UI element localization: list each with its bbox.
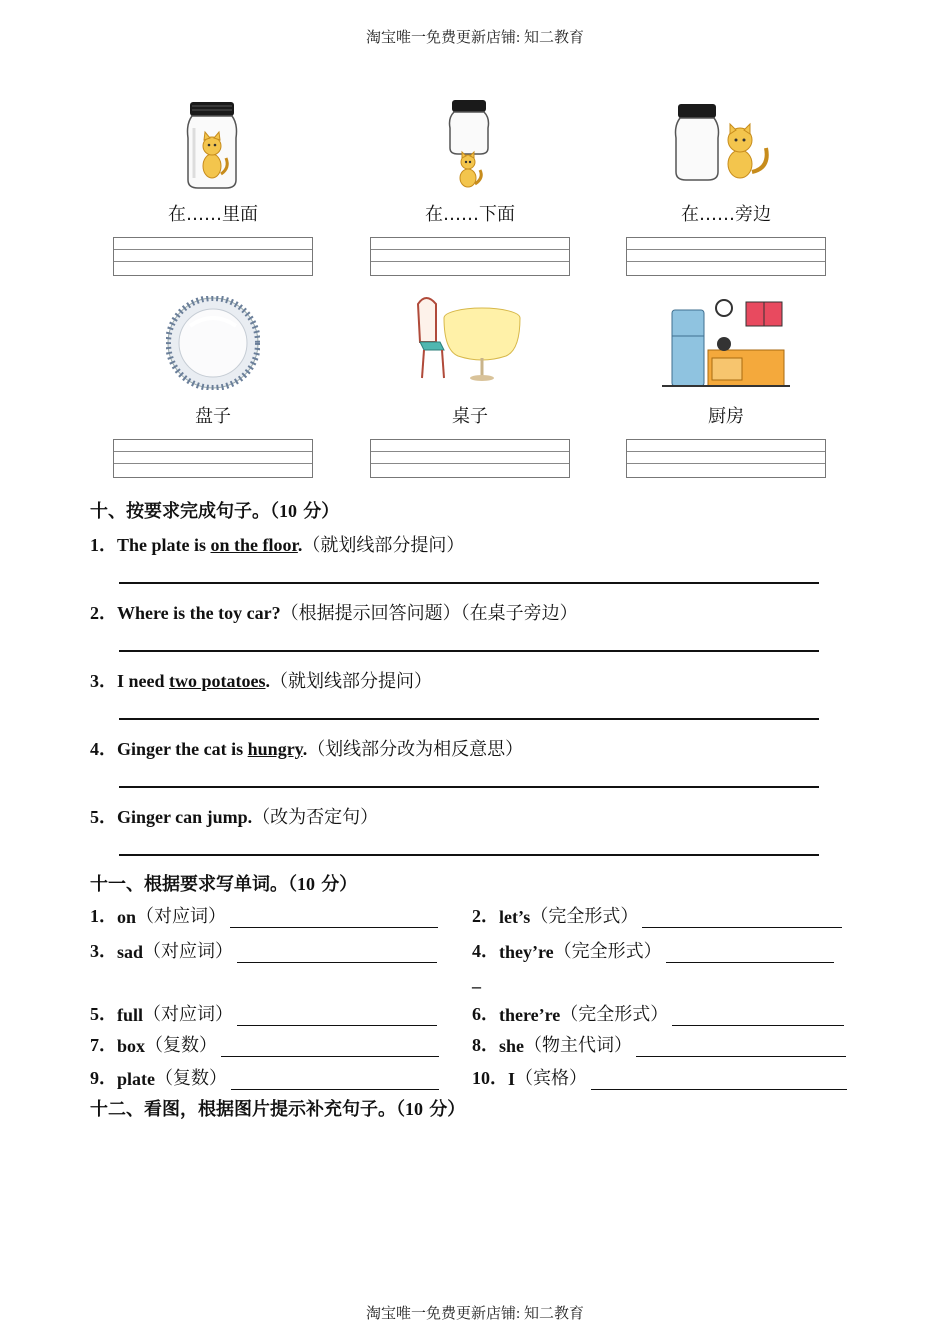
word-blank-1[interactable] [230, 913, 438, 928]
word-blank-7[interactable] [221, 1042, 439, 1057]
question-10-1: 1．The plate is on the floor.（就划线部分提问） [90, 535, 465, 556]
writing-box-4[interactable] [113, 439, 313, 478]
kitchen-icon [658, 296, 794, 388]
caption-under: 在……下面 [425, 204, 515, 225]
caption-inside: 在……里面 [168, 204, 258, 225]
word-item-7: 7． box （复数） [90, 1031, 439, 1057]
caption-plate: 盘子 [195, 406, 231, 427]
word-item-5: 5． full （对应词） [90, 1000, 437, 1026]
caption-table: 桌子 [452, 406, 488, 427]
answer-line-1[interactable] [119, 582, 819, 584]
answer-line-3[interactable] [119, 718, 819, 720]
word-blank-6[interactable] [672, 1011, 844, 1026]
answer-line-2[interactable] [119, 650, 819, 652]
word-item-6: 6． there’re （完全形式） [472, 1000, 844, 1026]
writing-box-5[interactable] [370, 439, 570, 478]
writing-box-2[interactable] [370, 237, 570, 276]
word-blank-9[interactable] [231, 1075, 439, 1090]
cat-under-jar-icon [444, 98, 494, 190]
section-11-title: 十一、根据要求写单词。（10 分） [90, 874, 358, 895]
page-footer: 淘宝唯一免费更新店铺: 知二教育 [366, 1306, 584, 1322]
writing-box-6[interactable] [626, 439, 826, 478]
word-item-1: 1． on （对应词） [90, 902, 438, 928]
cat-beside-jar-icon [674, 102, 778, 184]
cat-in-jar-icon [184, 98, 240, 190]
answer-line-4[interactable] [119, 786, 819, 788]
word-blank-10[interactable] [591, 1075, 847, 1090]
caption-beside: 在……旁边 [681, 204, 771, 225]
question-10-5: 5．Ginger can jump.（改为否定句） [90, 807, 379, 828]
page-header: 淘宝唯一免费更新店铺: 知二教育 [366, 30, 584, 46]
caption-kitchen: 厨房 [708, 406, 744, 427]
word-blank-8[interactable] [636, 1042, 846, 1057]
word-item-4: 4． they’re （完全形式） [472, 937, 834, 963]
word-blank-2[interactable] [642, 913, 842, 928]
writing-box-1[interactable] [113, 237, 313, 276]
question-10-4: 4．Ginger the cat is hungry.（划线部分改为相反意思） [90, 739, 524, 760]
answer-line-5[interactable] [119, 854, 819, 856]
table-chair-icon [414, 294, 524, 382]
word-item-4-wrap: _ [472, 970, 481, 990]
word-item-2: 2． let’s （完全形式） [472, 902, 842, 928]
word-item-3: 3． sad （对应词） [90, 937, 437, 963]
section-12-title: 十二、看图，根据图片提示补充句子。（10 分） [90, 1099, 466, 1120]
question-10-2: 2．Where is the toy car?（根据提示回答问题）（在桌子旁边） [90, 603, 578, 624]
word-item-9: 9． plate （复数） [90, 1064, 439, 1090]
writing-box-3[interactable] [626, 237, 826, 276]
plate-icon [166, 296, 260, 390]
word-item-10: 10． I （宾格） [472, 1064, 847, 1090]
word-blank-5[interactable] [237, 1011, 437, 1026]
word-blank-3[interactable] [237, 948, 437, 963]
word-blank-4[interactable] [666, 948, 834, 963]
question-10-3: 3．I need two potatoes.（就划线部分提问） [90, 671, 433, 692]
word-item-8: 8． she （物主代词） [472, 1031, 846, 1057]
section-10-title: 十、按要求完成句子。（10 分） [90, 501, 340, 522]
